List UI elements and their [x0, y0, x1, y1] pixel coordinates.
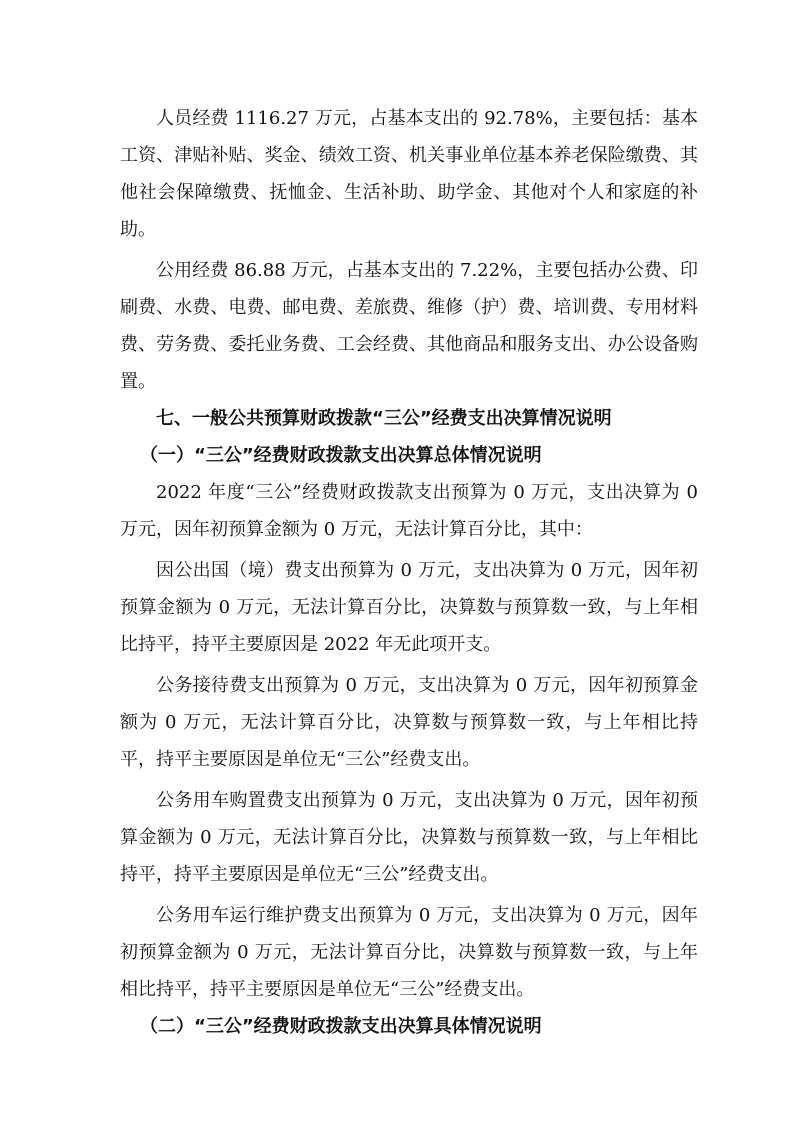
vehicle-purchase-paragraph: 公务用车购置费支出预算为 0 万元，支出决算为 0 万元，因年初预算金额为 0 万元，无法计算百分比，决算数与预算数一致，与上年相比持平，持平主要原因是单位无“三公”经费支出。 — [120, 790, 698, 885]
personnel-expense-paragraph: 人员经费 1116.27 万元，占基本支出的 92.78%，主要包括：基本工资、津贴补贴、奖金、绩效工资、机关事业单位基本养老保险缴费、其他社会保障缴费、抚恤金、生活补助、助学金、其他对个人和家庭的补助。 — [120, 108, 698, 240]
reception-expense-paragraph: 公务接待费支出预算为 0 万元，支出决算为 0 万元，因年初预算金额为 0 万元，无法计算百分比，决算数与预算数一致，与上年相比持平，持平主要原因是单位无“三公”经费支出。 — [120, 675, 698, 770]
vehicle-operation-paragraph: 公务用车运行维护费支出预算为 0 万元，支出决算为 0 万元，因年初预算金额为 0 万元，无法计算百分比，决算数与预算数一致，与上年相比持平，持平主要原因是单位无“三公”经费支出。 — [120, 905, 698, 1000]
section-7-heading: 七、一般公共预算财政拨款“三公”经费支出决算情况说明 — [156, 408, 612, 429]
subsection-1-heading: （一）“三公”经费财政拨款支出决算总体情况说明 — [140, 445, 542, 466]
subsection-2-heading: （二）“三公”经费财政拨款支出决算具体情况说明 — [140, 1016, 542, 1037]
overseas-expense-paragraph: 因公出国（境）费支出预算为 0 万元，支出决算为 0 万元，因年初预算金额为 0 万元，无法计算百分比，决算数与预算数一致，与上年相比持平，持平主要原因是 2022 年无此项开支。 — [120, 560, 698, 655]
document-body — [120, 100, 698, 1045]
three-public-overview-paragraph: 2022 年度“三公”经费财政拨款支出预算为 0 万元，支出决算为 0 万元，因年初预算金额为 0 万元，无法计算百分比，其中： — [120, 482, 698, 540]
public-expense-paragraph: 公用经费 86.88 万元，占基本支出的 7.22%，主要包括办公费、印刷费、水费、电费、邮电费、差旅费、维修（护）费、培训费、专用材料费、劳务费、委托业务费、工会经费、其他商品和服务支出、办公设备购置。 — [120, 260, 698, 392]
